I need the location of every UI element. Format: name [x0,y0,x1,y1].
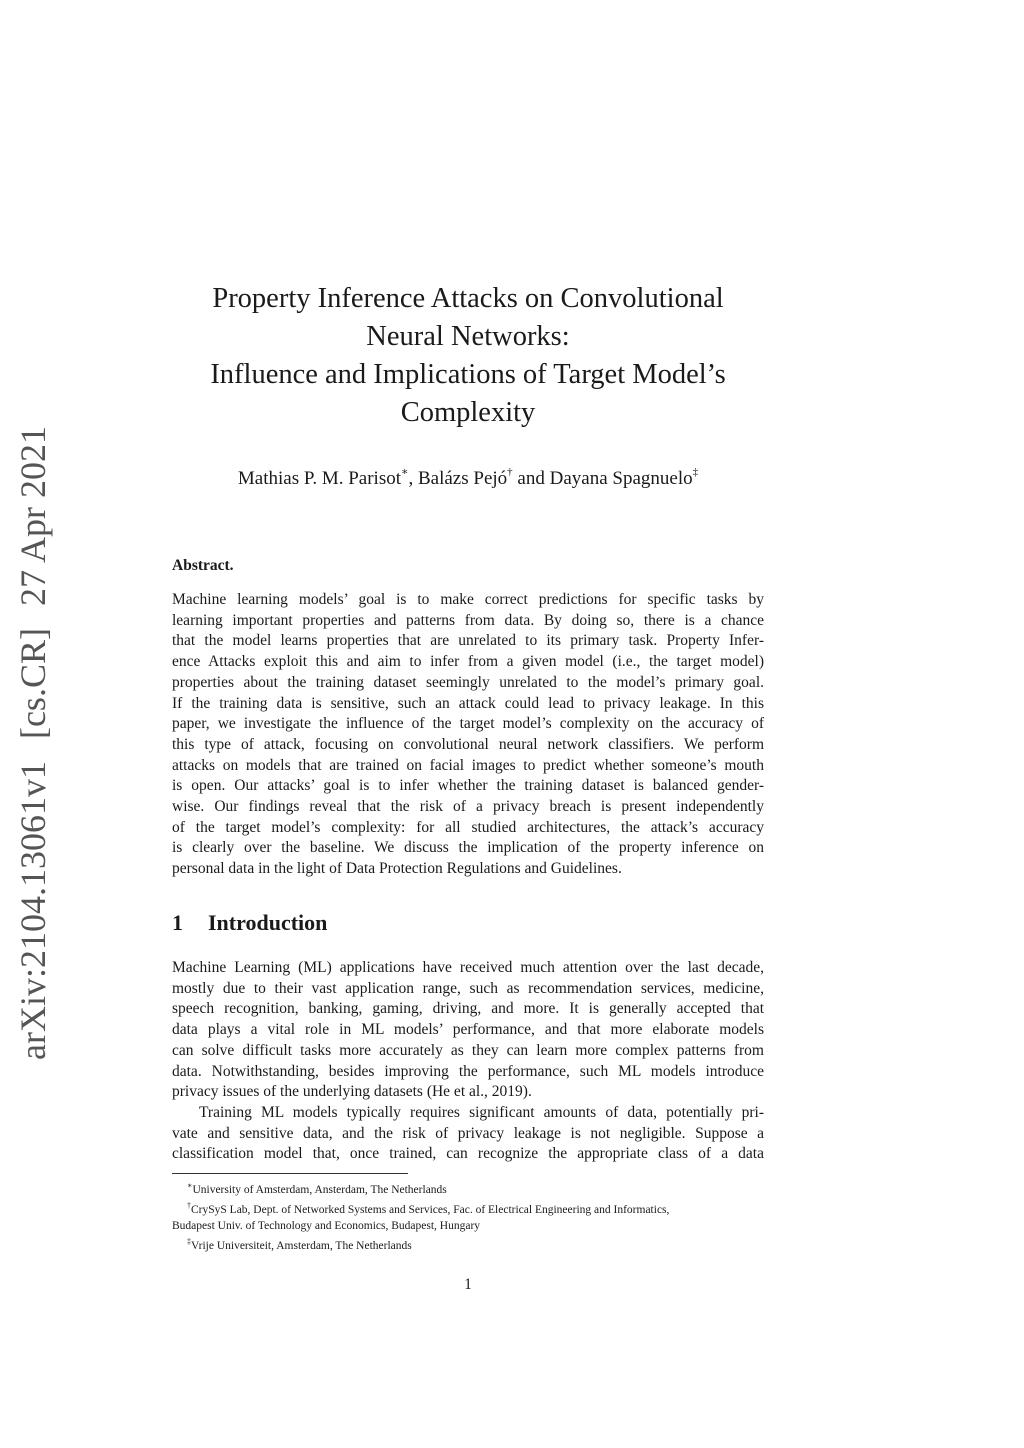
title-line: Neural Networks: [366,321,570,352]
text-line: paper, we investigate the influence of the target model’s complexity on the accuracy of [172,715,764,733]
author-separator: and [512,468,550,489]
abstract-heading: Abstract. [172,557,234,574]
text-line: Machine learning models’ goal is to make correct predictions for specific tasks by [172,591,764,608]
section-number: 1 [172,910,183,935]
footnote-text: University of Amsterdam, Ansterdam, The Netherlands [192,1184,447,1196]
footnote [172,1234,764,1254]
footnote [172,1178,764,1198]
title-line: Complexity [400,397,536,428]
intro-paragraph [172,1103,764,1165]
footnote-mark: ∗ [187,1181,193,1190]
footnote-text: Vrije Universiteit, Amsterdam, The Netherlands [191,1240,412,1252]
footnotes [172,1178,764,1254]
text-line: can solve difficult tasks more accurately as they can learn more complex patterns from [172,1041,764,1059]
section-title: Introduction [208,910,328,935]
arxiv-category: [cs.CR] [13,628,53,740]
text-line: classification model that, once trained, can recognize the appropriate class of a data [172,1145,764,1163]
text-line: attacks on models that are trained on facial images to predict whether someone’s mouth [172,756,764,774]
text-line: vate and sensitive data, and the risk of privacy leakage is not negligible. Suppose a [172,1124,764,1142]
author-name: Mathias P. M. Parisot [237,468,401,489]
footnote-mark: ‡ [692,466,699,478]
abstract-body [172,590,764,880]
text-line: is open. Our attacks’ goal is to infer whether the training dataset is balanced gender- [172,777,764,795]
text-line: privacy issues of the underlying datasets (He et al., 2019). [172,1083,532,1101]
intro-paragraph [172,958,764,1103]
page-number: 1 [464,1276,472,1293]
text-line: this type of attack, focusing on convolutional neural network classifiers. We perform [172,735,764,753]
arxiv-stamp [8,426,58,1060]
arxiv-id: arXiv:2104.13061v1 [13,761,53,1060]
author-separator: , [408,468,418,489]
text-line: ence Attacks exploit this and aim to infer from a given model (i.e., the target model) [172,653,764,671]
title-line: Property Inference Attacks on Convolutional [212,283,724,314]
footnote-text: CrySyS Lab, Dept. of Networked Systems and Services, Fac. of Electrical Engineering and Informatics, [191,1204,670,1216]
author-name: Balázs Pejó [417,468,508,489]
footnote-rule [172,1173,408,1174]
text-line: Training ML models typically requires significant amounts of data, potentially pri- [199,1104,764,1121]
text-line: mostly due to their vast application range, such as recommendation services, medicine, [172,979,764,997]
title-line: Influence and Implications of Target Model’s [210,359,726,390]
footnote [172,1198,764,1218]
text-line: Machine Learning (ML) applications have received much attention over the last decade, [172,959,764,976]
arxiv-date: 27 Apr 2021 [13,426,53,607]
footnote-mark: † [187,1201,191,1210]
text-line: is clearly over the baseline. We discuss the implication of the property inference on [172,839,764,857]
text-line: data plays a vital role in ML models’ performance, and that more elaborate models [172,1021,764,1039]
author-list [172,459,764,492]
text-line: wise. Our findings reveal that the risk of a privacy breach is present independently [172,798,764,816]
footnote-mark: ‡ [187,1237,191,1246]
text-line: data. Notwithstanding, besides improving the performance, such ML models introduce [172,1062,764,1080]
text-line: speech recognition, banking, gaming, driving, and more. It is generally accepted that [172,1000,764,1018]
paper-title [172,280,764,432]
text-line: If the training data is sensitive, such an attack could lead to privacy leakage. In this [172,694,764,712]
footnote-continuation: Budapest Univ. of Technology and Economics, Budapest, Hungary [172,1220,481,1232]
footnote-mark: † [507,466,513,478]
text-line: personal data in the light of Data Protection Regulations and Guidelines. [172,860,622,878]
text-line: learning important properties and patterns from data. By doing so, there is a chance [172,611,764,629]
section-heading [172,910,327,936]
text-line: properties about the training dataset seemingly unrelated to the model’s primary goal. [172,673,764,691]
author-name: Dayana Spagnuelo [549,468,693,489]
text-line: of the target model’s complexity: for all studied architectures, the attack’s accuracy [172,818,764,836]
footnote-mark: ∗ [401,466,409,478]
text-line: that the model learns properties that are unrelated to its primary task. Property Infer- [172,632,764,650]
